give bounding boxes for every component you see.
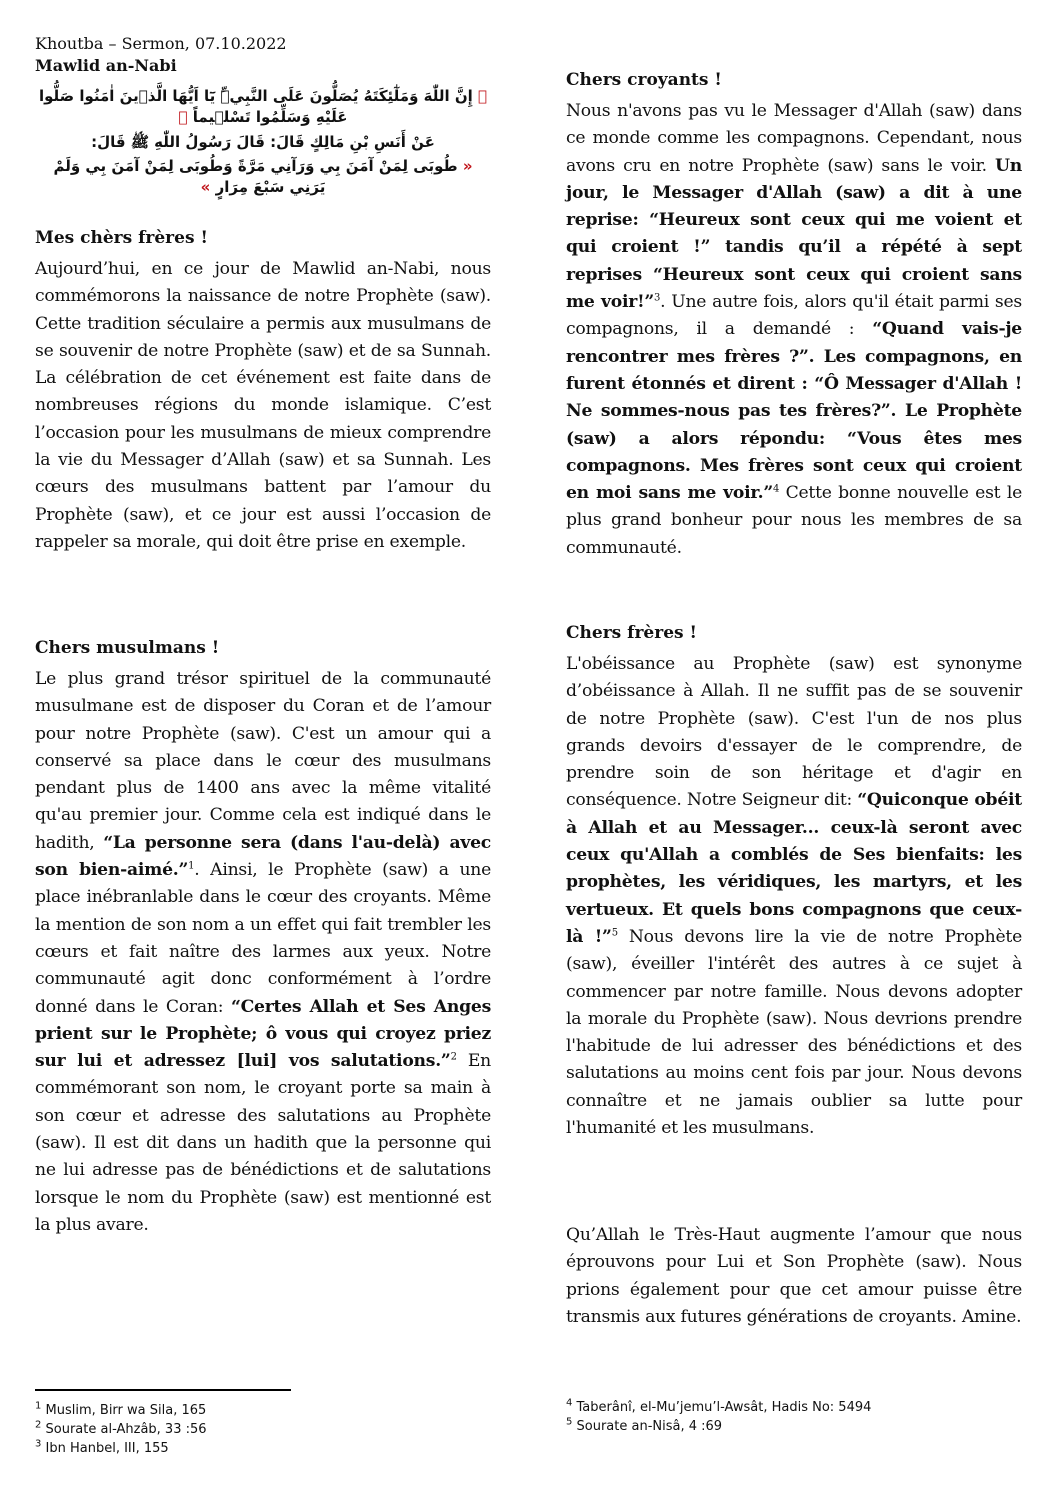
footnote-number: 2 — [35, 1419, 42, 1431]
hadith-text: طُوبَى لِمَنْ آمَنَ بِي وَرَآنِي مَرَّةً وَطُوبَى لِمَنْ آمَنَ بِي وَلَمْ يَرَنِي سَبْعَ مِرَارٍ — [53, 157, 458, 196]
text-run: . Ainsi, le Prophète (saw) a une place inébranlable dans le cœur des croyants. Même la mention de son nom a un effet qui fait trembler les cœurs et fait naître des larmes aux yeux. Notre communauté agit donc conformément à l’ordre donné dans le Coran: — [35, 860, 491, 1017]
arabic-hadith-intro: عَنْ أَنَسِ بْنِ مَالِكٍ قَالَ: قَالَ رَسُولُ اللّٰهِ ﷺ قَالَ: — [91, 133, 435, 151]
footnote-1 — [35, 1401, 207, 1420]
section-heading: Chers frères ! — [566, 623, 697, 643]
footnote-ref[interactable]: 5 — [611, 927, 618, 939]
footnote-number: 4 — [566, 1397, 573, 1409]
closing-prayer: Qu’Allah le Très-Haut augmente l’amour que nous éprouvons pour Lui et Son Prophète (saw). Nous prions également pour que cet amour puisse être transmis aux futures générations de croyants. Amine. — [566, 1225, 1022, 1327]
sermon-meta: Khoutba – Sermon, 07.10.2022 — [35, 34, 287, 53]
paragraph — [566, 651, 1022, 1142]
sermon-title: Mawlid an-Nabi — [35, 56, 177, 75]
footnote-separator — [35, 1389, 291, 1391]
quote-coran: “Quiconque obéit à Allah et au Messager... ceux-là seront avec ceux qu'Allah a comblés de Ses bienfaits: les prophètes, les véridiques, les martyrs, et les vertueux. Et quels bons compagnons que ceux-là !” — [566, 790, 1022, 947]
footnote-ref[interactable]: 4 — [772, 483, 780, 495]
quote-hadith: “Quand vais-je rencontrer mes frères ?”. Les compagnons, en furent étonnés et dirent : “Ô Messager d'Allah ! Ne sommes-nous pas tes frères?”. Le Prophète (saw) a alors répondu: “Vous êtes mes compagnons. Mes frères sont ceux qui croient en moi sans me voir.” — [566, 319, 1022, 504]
footnotes-left — [35, 1401, 207, 1458]
footnote-3 — [35, 1439, 207, 1458]
quote-hadith: Un jour, le Messager d'Allah (saw) a dit à une reprise: “Heureux sont ceux qui me voient et qui croient !” tandis qu’il a répété à sept reprises “Heureux sont ceux qui croient sans me voir!” — [566, 155, 1022, 313]
text-run: . Une autre fois, alors qu'il était parmi ses compagnons, il a demandé : — [566, 292, 1022, 340]
footnote-ref[interactable]: 3 — [654, 292, 661, 304]
footnote-number: 5 — [566, 1416, 573, 1428]
footnote-text: Muslim, Birr wa Sila, 165 — [45, 1403, 207, 1418]
footnote-text: Sourate an-Nisâ, 4 :69 — [576, 1419, 723, 1434]
footnotes-right — [566, 1398, 871, 1436]
section-heading: Chers croyants ! — [566, 70, 722, 90]
text-run: L'obéissance au Prophète (saw) est synonyme d’obéissance à Allah. Il ne suffit pas de se souvenir de notre Prophète (saw). C'est l'un de nos plus grands devoirs d'essayer de le comprendre, de prendre soin de son héritage et d'agir en conséquence. Notre Seigneur dit: — [566, 654, 1022, 811]
footnote-ref[interactable]: 1 — [188, 860, 195, 872]
paragraph: Aujourd’hui, en ce jour de Mawlid an-Nabi, nous commémorons la naissance de notre Prophète (saw). Cette tradition séculaire a permis aux musulmans de se souvenir de notre Prophète (saw) et de sa Sunnah. La célébration de cet événement est faite dans de nombreuses régions du monde islamique. C’est l’occasion pour les musulmans de mieux comprendre la vie du Messager d’Allah (saw) et sa Sunnah. Les cœurs des musulmans battent par l’amour du Prophète (saw), et ce jour est aussi l’occasion de rappeler sa morale, qui doit être prise en exemple. — [35, 259, 491, 552]
paragraph — [566, 98, 1022, 562]
text-run: Cette bonne nouvelle est le plus grand bonheur pour nous les membres de sa communauté. — [566, 483, 1022, 558]
verse-text: إِنَّ اللّٰهَ وَمَلٰٓئِكَتَهُ يُصَلُّونَ عَلَى النَّبِيِّۜ يَٓا اَيُّهَا الَّذ۪ينَ اٰمَنُوا صَلُّوا عَلَيْهِ وَسَلِّمُوا تَسْل۪يماً — [38, 87, 473, 126]
footnote-number: 3 — [35, 1438, 42, 1450]
footnote-text: Ibn Hanbel, III, 155 — [45, 1441, 169, 1456]
verse-close-bracket: ﴾ — [178, 108, 188, 126]
arabic-hadith — [35, 156, 491, 198]
footnote-number: 1 — [35, 1400, 42, 1412]
footnote-text: Sourate al-Ahzâb, 33 :56 — [45, 1422, 207, 1437]
hadith-open-quote: « — [462, 157, 473, 175]
section-heading: Chers musulmans ! — [35, 638, 220, 658]
arabic-verse — [35, 86, 491, 128]
quote-coran: “Certes Allah et Ses Anges prient sur le Prophète; ô vous qui croyez priez sur lui et adressez [lui] vos salutations.” — [35, 996, 491, 1072]
text-run: En commémorant son nom, le croyant porte sa main à son cœur et adresse des salutations au Prophète (saw). Il est dit dans un hadith que la personne qui ne lui adresse pas de bénédictions et de salutations lorsque le nom du Prophète (saw) est mentionné est la plus avare. — [35, 1051, 491, 1235]
verse-open-bracket: ﴿ — [478, 87, 488, 105]
footnote-ref[interactable]: 2 — [450, 1051, 457, 1063]
footnote-text: Taberânî, el-Mu’jemu’l-Awsât, Hadis No: 5494 — [576, 1400, 872, 1415]
footnote-4 — [566, 1398, 871, 1417]
text-run: Nous n'avons pas vu le Messager d'Allah (saw) dans ce monde comme les compagnons. Cependant, nous avons cru en notre Prophète (saw) sans le voir. — [566, 101, 1022, 176]
paragraph — [35, 666, 491, 1239]
section-heading: Mes chèrs frères ! — [35, 228, 208, 248]
footnote-2 — [35, 1420, 207, 1439]
text-run: Le plus grand trésor spirituel de la communauté musulmane est de disposer du Coran et de l’amour pour notre Prophète (saw). C'est un amour qui a conservé sa place dans le cœur des musulmans pendant plus de 1400 ans avec la même vitalité qu'au premier jour. Comme cela est indiqué dans le hadith, — [35, 669, 491, 853]
text-run: Nous devons lire la vie de notre Prophète (saw), éveiller l'intérêt des autres à ce sujet à commencer par notre famille. Nous devons adopter la morale du Prophète (saw). Nous devrions prendre l'habitude de lui adresser des bénédictions et des salutations au moins cent fois par jour. Nous devons connaître et ne jamais oublier sa lutte pour l'humanité et les musulmans. — [566, 926, 1022, 1139]
quote-hadith: “La personne sera (dans l'au-delà) avec son bien-aimé.” — [35, 832, 491, 881]
footnote-5 — [566, 1417, 871, 1436]
hadith-close-quote: » — [200, 178, 211, 196]
